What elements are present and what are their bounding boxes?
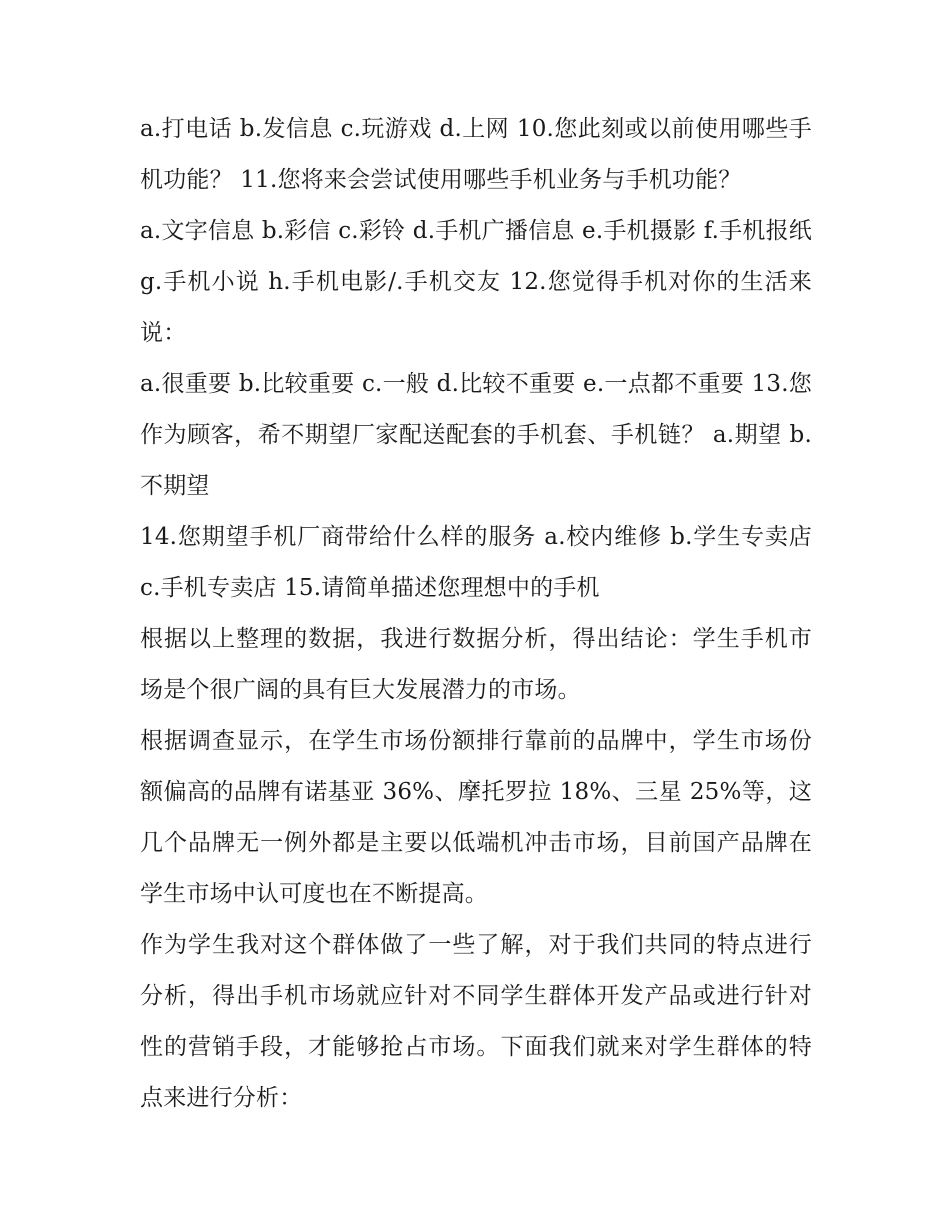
paragraph-brand-share: 根据调查显示，在学生市场份额排行靠前的品牌中，学生市场份额偏高的品牌有诺基亚 36%、摩托罗拉 18%、三星 25%等，这几个品牌无一例外都是主要以低端机冲击市场，目前国产品牌在学生市场中认可度也在不断提高。: [140, 728, 812, 907]
paragraph-survey-q14-q15: 14.您期望手机厂商带给什么样的服务 a.校内维修 b.学生专卖店 c.手机专卖店 15.请简单描述您理想中的手机: [140, 524, 812, 601]
paragraph-conclusion: 根据以上整理的数据，我进行数据分析，得出结论：学生手机市场是个很广阔的具有巨大发展潜力的市场。: [140, 626, 812, 703]
document-body: [140, 104, 812, 1124]
paragraph-survey-q13: a.很重要 b.比较重要 c.一般 d.比较不重要 e.一点都不重要 13.您作为顾客，希不期望厂家配送配套的手机套、手机链？ a.期望 b.不期望: [140, 371, 812, 499]
paragraph-survey-q10-q11: a.打电话 b.发信息 c.玩游戏 d.上网 10.您此刻或以前使用哪些手机功能？ 11.您将来会尝试使用哪些手机业务与手机功能？: [140, 116, 812, 193]
paragraph-student-analysis: 作为学生我对这个群体做了一些了解，对于我们共同的特点进行分析，得出手机市场就应针对不同学生群体开发产品或进行针对性的营销手段，才能够抢占市场。下面我们就来对学生群体的特点来进行分析：: [140, 932, 812, 1111]
paragraph-survey-options-q12: a.文字信息 b.彩信 c.彩铃 d.手机广播信息 e.手机摄影 f.手机报纸 g.手机小说 h.手机电影/.手机交友 12.您觉得手机对你的生活来说：: [140, 218, 812, 346]
